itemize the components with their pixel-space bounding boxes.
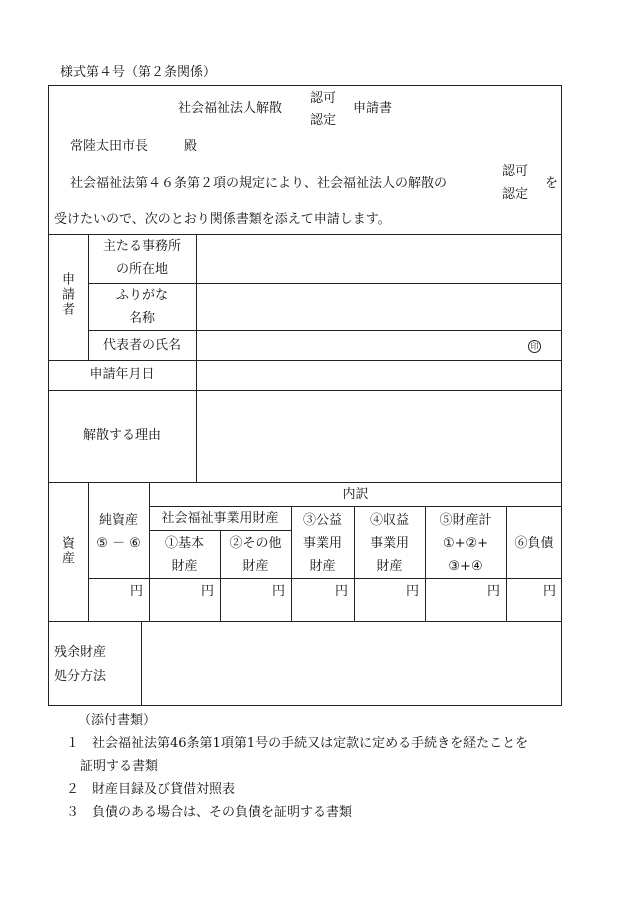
debt-label: ⑥負債 [514,536,554,551]
reason-label: 解散する理由 [82,428,161,443]
attachment-3-number: ３ [66,805,80,820]
yen-unit-basic: 円 [201,584,215,599]
assets-group-label: 資産 [59,536,74,566]
title-suffix: 申請書 [353,101,393,116]
form-number: 様式第４号（第２条関係） [60,65,217,80]
addressee-honorific: 殿 [184,139,198,154]
title-option-certify: 認定 [310,113,337,128]
representative-label: 代表者の氏名 [102,338,181,353]
net-assets-label-1: 純資産 [98,513,138,528]
profit-business-label-1: ④収益 [369,513,409,528]
attachment-3-text: 負債のある場合は、その負債を証明する書類 [92,805,353,820]
public-business-label-2: 事業用 [302,536,342,551]
yen-unit-profit: 円 [406,584,420,599]
attachments-heading: （添付書類） [78,713,157,728]
public-business-label-1: ③公益 [302,513,342,528]
public-business-label-3: 財産 [309,559,336,574]
basic-property-label-1: ①基本 [164,536,204,551]
attachment-1-continuation: 証明する書類 [80,759,159,774]
profit-business-label-3: 財産 [376,559,403,574]
yen-unit-other: 円 [272,584,286,599]
yen-unit-net: 円 [130,584,144,599]
body-line-1: 社会福祉法第４６条第２項の規定により、社会福祉法人の解散の [70,176,448,191]
office-label-line-1: 主たる事務所 [102,239,181,254]
furigana-label: ふりがな [115,288,168,303]
attachment-2-text: 財産目録及び貸借対照表 [92,782,236,797]
yen-unit-public: 円 [335,584,349,599]
body-option-permit: 認可 [502,164,529,179]
seal-mark: 印 [528,340,541,353]
rule-applicant-top [48,234,562,235]
rule-label-column-right [196,234,197,482]
residual-label-2: 処分方法 [54,669,107,684]
rule-breakdown-bottom [149,506,562,507]
body-line-2: 受けたいので、次のとおり関係書類を添えて申請します。 [54,212,391,227]
rule-assets-header-bottom [88,578,562,579]
rule-assets-bottom [48,621,562,622]
rule-date-bottom [48,390,562,391]
attachment-1-number: １ [66,736,80,751]
breakdown-label: 内訳 [342,487,369,502]
residual-label-1: 残余財産 [54,645,107,660]
office-label-line-2: の所在地 [115,262,168,277]
name-label: 名称 [128,311,155,326]
applicant-group-label: 申請者 [59,272,74,317]
other-property-label-2: 財産 [242,559,269,574]
rule-residual-label-right [141,621,142,706]
title-option-permit: 認可 [310,91,337,106]
welfare-property-label: 社会福祉事業用財産 [161,511,279,526]
profit-business-label-2: 事業用 [369,536,409,551]
date-label: 申請年月日 [89,367,155,382]
attachment-2-number: ２ [66,782,80,797]
net-assets-label-2: ⑤ － ⑥ [96,536,141,551]
title-prefix: 社会福祉法人解散 [178,101,283,116]
basic-property-label-2: 財産 [171,559,198,574]
other-property-label-1: ②その他 [229,536,282,551]
yen-unit-debt: 円 [543,584,557,599]
total-property-label-3: ③+④ [448,559,483,574]
attachment-1-text: 社会福祉法第46条第1項第1号の手続又は定款に定める手続きを経たことを [92,736,529,751]
rule-office-bottom [88,283,562,284]
body-line-1-end: を [545,176,559,191]
total-property-label-1: ⑤財産計 [439,513,492,528]
yen-unit-total: 円 [487,584,501,599]
rule-total-right [506,506,507,621]
rule-applicant-bottom [48,360,562,361]
total-property-label-2: ①+②+ [442,536,489,551]
addressee-name: 常陸太田市長 [70,139,149,154]
rule-reason-bottom [48,482,562,483]
body-option-certify: 認定 [502,187,529,202]
rule-name-bottom [88,330,562,331]
